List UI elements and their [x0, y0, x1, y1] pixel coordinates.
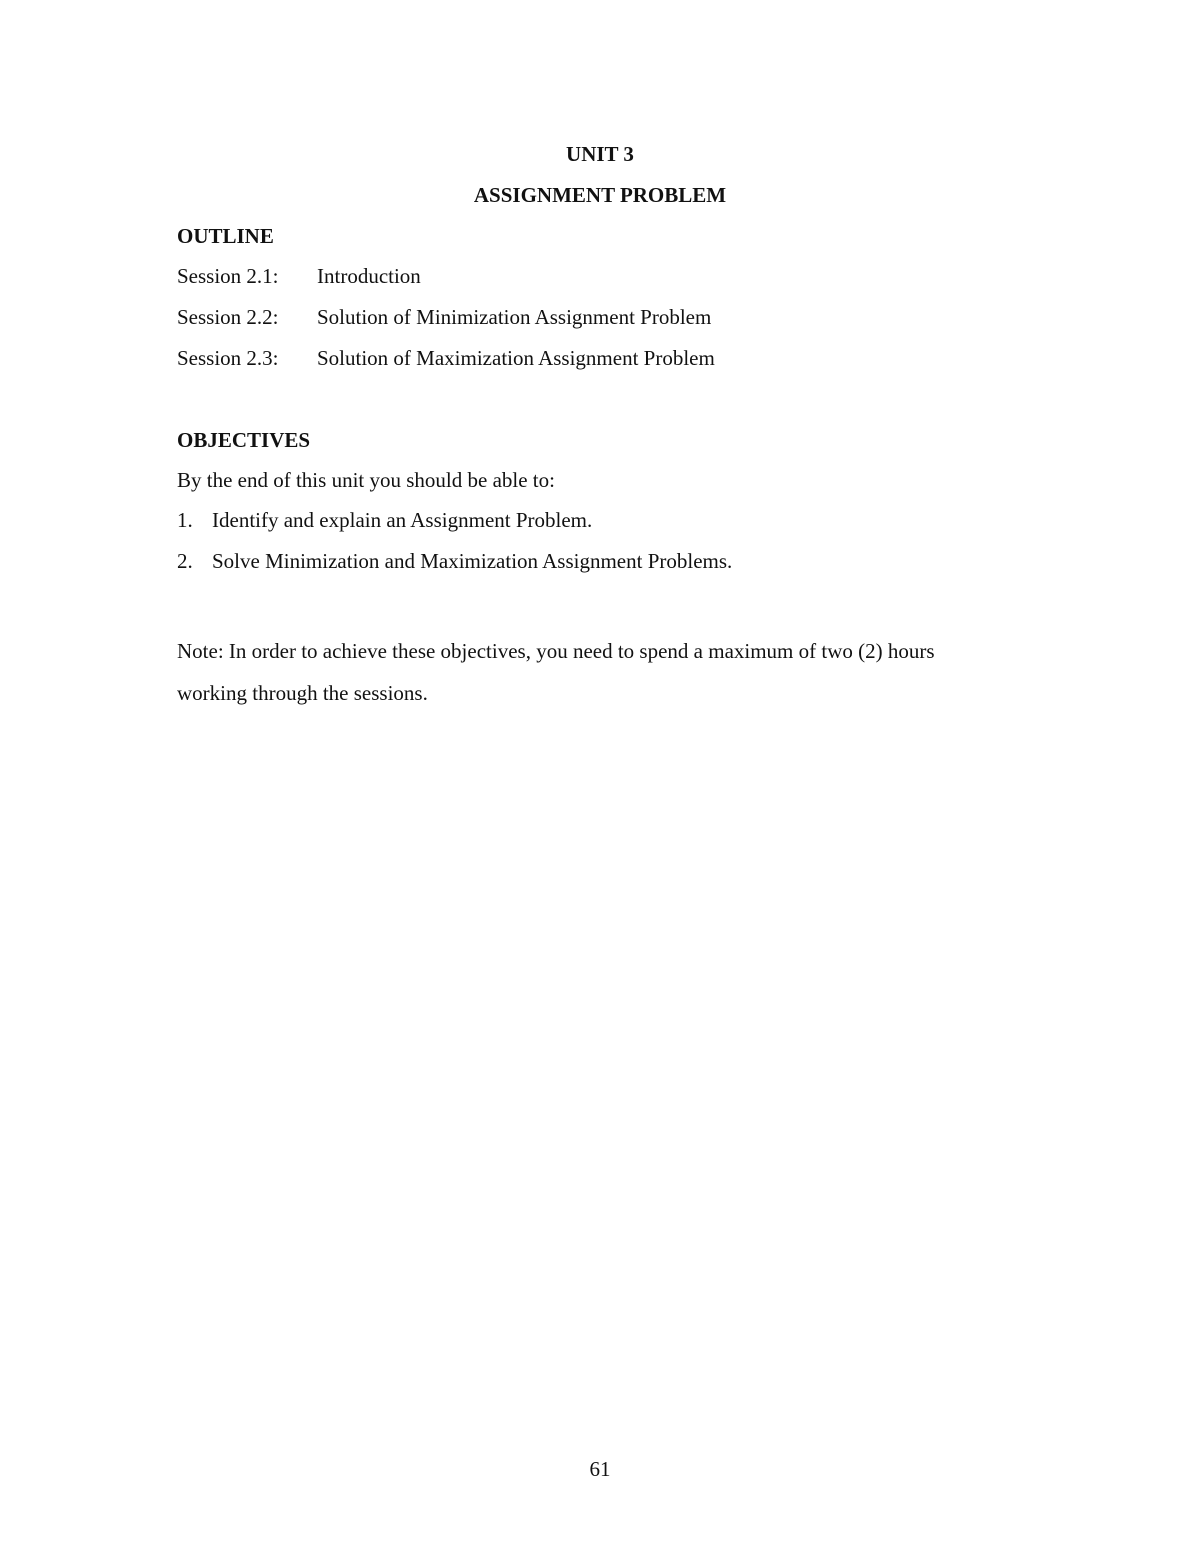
session-label: Session 2.3: — [177, 346, 279, 370]
session-label: Session 2.2: — [177, 305, 279, 329]
outline-session-row — [177, 305, 977, 333]
objectives-heading: OBJECTIVES — [177, 428, 311, 452]
outline-heading: OUTLINE — [177, 224, 274, 248]
study-time-note: Note: In order to achieve these objectives, you need to spend a maximum of two (2) hours working through the sessions. — [177, 639, 935, 705]
session-title: Introduction — [317, 264, 421, 288]
session-label: Session 2.1: — [177, 264, 279, 288]
outline-session-row — [177, 346, 977, 374]
objective-text: Solve Minimization and Maximization Assignment Problems. — [212, 549, 733, 573]
page-number: 61 — [589, 1457, 611, 1481]
session-title: Solution of Maximization Assignment Problem — [317, 346, 715, 370]
outline-session-row — [177, 264, 977, 292]
objective-item — [177, 508, 977, 536]
objective-text: Identify and explain an Assignment Problem. — [212, 508, 593, 532]
objective-number: 2. — [177, 549, 193, 573]
objectives-intro: By the end of this unit you should be able to: — [177, 468, 555, 492]
objective-number: 1. — [177, 508, 193, 532]
objective-item — [177, 549, 977, 577]
session-title: Solution of Minimization Assignment Problem — [317, 305, 712, 329]
unit-title-heading: ASSIGNMENT PROBLEM — [473, 183, 727, 207]
unit-number-heading: UNIT 3 — [566, 142, 634, 166]
